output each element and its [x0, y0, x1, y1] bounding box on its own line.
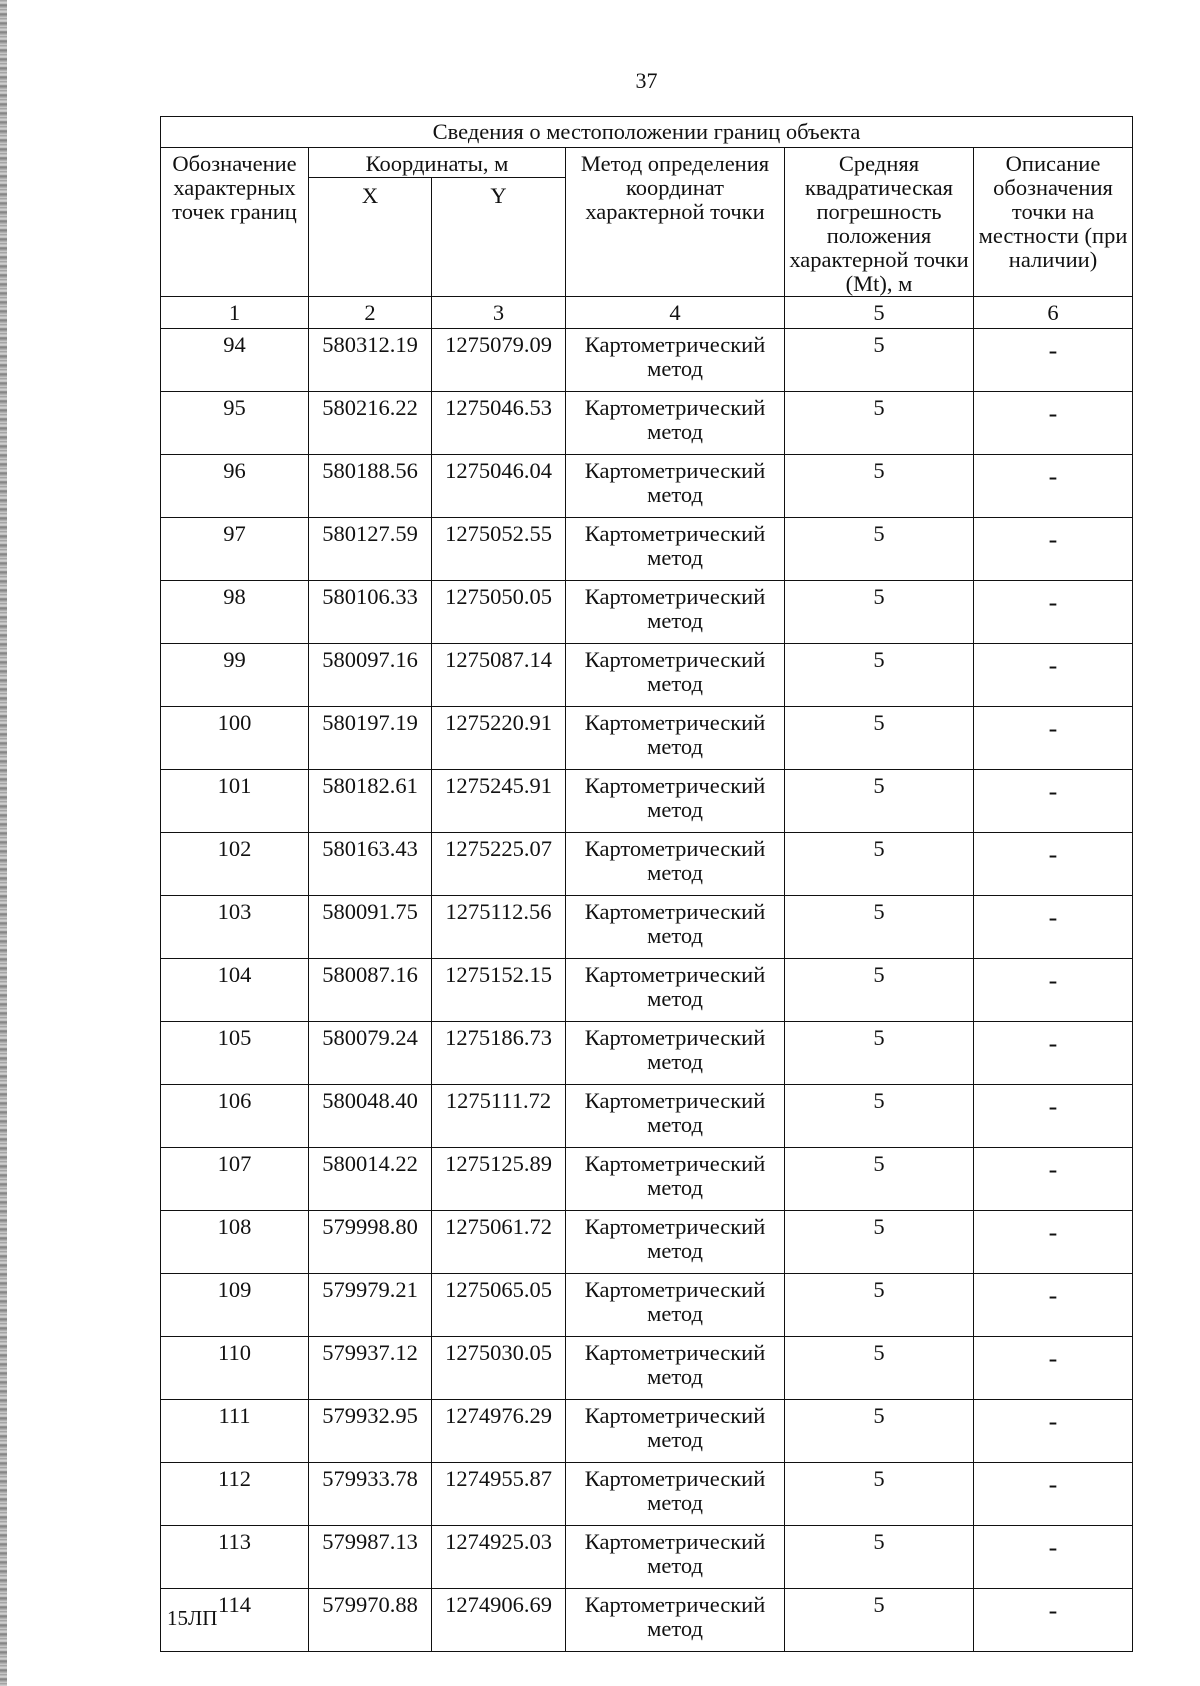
table-row: [161, 1589, 1133, 1652]
x-coordinate-cell: 580197.19: [309, 707, 432, 770]
point-cell: 97: [161, 518, 309, 581]
point-cell: 95: [161, 392, 309, 455]
error-cell: 5: [785, 770, 974, 833]
x-coordinate-cell: 579933.78: [309, 1463, 432, 1526]
y-coordinate-cell: 1275186.73: [432, 1022, 566, 1085]
point-cell: 102: [161, 833, 309, 896]
table-body: [161, 329, 1133, 1652]
table-caption: Сведения о местоположении границ объекта: [161, 117, 1133, 148]
point-cell: 112: [161, 1463, 309, 1526]
error-cell: 5: [785, 644, 974, 707]
description-cell: -: [974, 1274, 1133, 1337]
header-y: Y: [432, 178, 566, 297]
y-coordinate-cell: 1275125.89: [432, 1148, 566, 1211]
method-cell: Картометрический метод: [566, 644, 785, 707]
table-row: [161, 707, 1133, 770]
y-coordinate-cell: 1275065.05: [432, 1274, 566, 1337]
y-coordinate-cell: 1275046.53: [432, 392, 566, 455]
method-cell: Картометрический метод: [566, 1274, 785, 1337]
method-cell: Картометрический метод: [566, 707, 785, 770]
error-cell: 5: [785, 1274, 974, 1337]
error-cell: 5: [785, 581, 974, 644]
method-cell: Картометрический метод: [566, 329, 785, 392]
boundary-coordinates-table: [160, 116, 1133, 1652]
x-coordinate-cell: 579998.80: [309, 1211, 432, 1274]
error-cell: 5: [785, 833, 974, 896]
table-row: [161, 392, 1133, 455]
y-coordinate-cell: 1275111.72: [432, 1085, 566, 1148]
x-coordinate-cell: 580106.33: [309, 581, 432, 644]
description-cell: -: [974, 1463, 1133, 1526]
method-cell: Картометрический метод: [566, 455, 785, 518]
table-row: [161, 1148, 1133, 1211]
y-coordinate-cell: 1275225.07: [432, 833, 566, 896]
method-cell: Картометрический метод: [566, 392, 785, 455]
point-cell: 109: [161, 1274, 309, 1337]
method-cell: Картометрический метод: [566, 1085, 785, 1148]
error-cell: 5: [785, 1526, 974, 1589]
description-cell: -: [974, 644, 1133, 707]
method-cell: Картометрический метод: [566, 896, 785, 959]
point-cell: 114: [161, 1589, 309, 1652]
description-cell: -: [974, 1589, 1133, 1652]
footer-code: 15ЛП: [167, 1606, 218, 1630]
y-coordinate-cell: 1275030.05: [432, 1337, 566, 1400]
error-cell: 5: [785, 1463, 974, 1526]
method-cell: Картометрический метод: [566, 1589, 785, 1652]
table-row: [161, 455, 1133, 518]
error-cell: 5: [785, 1400, 974, 1463]
header-error: Средняя квадратическая погрешность положения характерной точки (Mt), м: [785, 148, 974, 297]
table-row: [161, 959, 1133, 1022]
x-coordinate-cell: 580163.43: [309, 833, 432, 896]
description-cell: -: [974, 833, 1133, 896]
description-cell: -: [974, 581, 1133, 644]
description-cell: -: [974, 455, 1133, 518]
y-coordinate-cell: 1275220.91: [432, 707, 566, 770]
error-cell: 5: [785, 1337, 974, 1400]
description-cell: -: [974, 707, 1133, 770]
error-cell: 5: [785, 896, 974, 959]
column-number: 1: [161, 297, 309, 329]
table-row: [161, 1337, 1133, 1400]
x-coordinate-cell: 579979.21: [309, 1274, 432, 1337]
x-coordinate-cell: 580048.40: [309, 1085, 432, 1148]
description-cell: -: [974, 518, 1133, 581]
y-coordinate-cell: 1275046.04: [432, 455, 566, 518]
point-cell: 107: [161, 1148, 309, 1211]
column-number: 4: [566, 297, 785, 329]
table-row: [161, 1022, 1133, 1085]
header-coordinates: Координаты, м: [309, 148, 566, 178]
x-coordinate-cell: 580188.56: [309, 455, 432, 518]
error-cell: 5: [785, 1589, 974, 1652]
method-cell: Картометрический метод: [566, 1148, 785, 1211]
error-cell: 5: [785, 392, 974, 455]
point-cell: 101: [161, 770, 309, 833]
method-cell: Картометрический метод: [566, 581, 785, 644]
error-cell: 5: [785, 329, 974, 392]
description-cell: -: [974, 1148, 1133, 1211]
table-row: [161, 1211, 1133, 1274]
method-cell: Картометрический метод: [566, 518, 785, 581]
y-coordinate-cell: 1274976.29: [432, 1400, 566, 1463]
column-number: 3: [432, 297, 566, 329]
description-cell: -: [974, 329, 1133, 392]
error-cell: 5: [785, 707, 974, 770]
description-cell: -: [974, 1400, 1133, 1463]
table-row: [161, 518, 1133, 581]
method-cell: Картометрический метод: [566, 1463, 785, 1526]
table-row: [161, 1274, 1133, 1337]
header-point-designation: Обозначение характерных точек границ: [161, 148, 309, 297]
description-cell: -: [974, 392, 1133, 455]
x-coordinate-cell: 580127.59: [309, 518, 432, 581]
table-row: [161, 644, 1133, 707]
point-cell: 108: [161, 1211, 309, 1274]
x-coordinate-cell: 580079.24: [309, 1022, 432, 1085]
point-cell: 111: [161, 1400, 309, 1463]
y-coordinate-cell: 1274925.03: [432, 1526, 566, 1589]
x-coordinate-cell: 579987.13: [309, 1526, 432, 1589]
table-row: [161, 770, 1133, 833]
method-cell: Картометрический метод: [566, 1022, 785, 1085]
point-cell: 105: [161, 1022, 309, 1085]
table-row: [161, 1526, 1133, 1589]
error-cell: 5: [785, 1148, 974, 1211]
x-coordinate-cell: 580312.19: [309, 329, 432, 392]
x-coordinate-cell: 580014.22: [309, 1148, 432, 1211]
y-coordinate-cell: 1275112.56: [432, 896, 566, 959]
header-x: X: [309, 178, 432, 297]
point-cell: 98: [161, 581, 309, 644]
table-row: [161, 1400, 1133, 1463]
description-cell: -: [974, 896, 1133, 959]
error-cell: 5: [785, 1211, 974, 1274]
y-coordinate-cell: 1275087.14: [432, 644, 566, 707]
error-cell: 5: [785, 518, 974, 581]
page-number: 37: [635, 68, 658, 93]
y-coordinate-cell: 1275052.55: [432, 518, 566, 581]
y-coordinate-cell: 1275050.05: [432, 581, 566, 644]
error-cell: 5: [785, 1085, 974, 1148]
error-cell: 5: [785, 959, 974, 1022]
point-cell: 96: [161, 455, 309, 518]
point-cell: 99: [161, 644, 309, 707]
method-cell: Картометрический метод: [566, 1211, 785, 1274]
column-number: 2: [309, 297, 432, 329]
method-cell: Картометрический метод: [566, 1337, 785, 1400]
method-cell: Картометрический метод: [566, 833, 785, 896]
column-number: 6: [974, 297, 1133, 329]
y-coordinate-cell: 1275061.72: [432, 1211, 566, 1274]
method-cell: Картометрический метод: [566, 1400, 785, 1463]
point-cell: 110: [161, 1337, 309, 1400]
point-cell: 106: [161, 1085, 309, 1148]
y-coordinate-cell: 1275245.91: [432, 770, 566, 833]
header-description: Описание обозначения точки на местности (при наличии): [974, 148, 1133, 297]
table-row: [161, 1085, 1133, 1148]
description-cell: -: [974, 1526, 1133, 1589]
x-coordinate-cell: 580087.16: [309, 959, 432, 1022]
y-coordinate-cell: 1274955.87: [432, 1463, 566, 1526]
scan-edge: [0, 0, 7, 1686]
column-number: 5: [785, 297, 974, 329]
x-coordinate-cell: 580097.16: [309, 644, 432, 707]
x-coordinate-cell: 580216.22: [309, 392, 432, 455]
y-coordinate-cell: 1275152.15: [432, 959, 566, 1022]
description-cell: -: [974, 1022, 1133, 1085]
table-row: [161, 1463, 1133, 1526]
table-row: [161, 833, 1133, 896]
method-cell: Картометрический метод: [566, 1526, 785, 1589]
table-row: [161, 581, 1133, 644]
point-cell: 100: [161, 707, 309, 770]
x-coordinate-cell: 579970.88: [309, 1589, 432, 1652]
x-coordinate-cell: 579932.95: [309, 1400, 432, 1463]
description-cell: -: [974, 1337, 1133, 1400]
x-coordinate-cell: 579937.12: [309, 1337, 432, 1400]
point-cell: 113: [161, 1526, 309, 1589]
description-cell: -: [974, 770, 1133, 833]
header-method: Метод определения координат характерной точки: [566, 148, 785, 297]
x-coordinate-cell: 580091.75: [309, 896, 432, 959]
point-cell: 94: [161, 329, 309, 392]
point-cell: 104: [161, 959, 309, 1022]
y-coordinate-cell: 1275079.09: [432, 329, 566, 392]
method-cell: Картометрический метод: [566, 959, 785, 1022]
error-cell: 5: [785, 455, 974, 518]
y-coordinate-cell: 1274906.69: [432, 1589, 566, 1652]
x-coordinate-cell: 580182.61: [309, 770, 432, 833]
point-cell: 103: [161, 896, 309, 959]
method-cell: Картометрический метод: [566, 770, 785, 833]
description-cell: -: [974, 959, 1133, 1022]
description-cell: -: [974, 1211, 1133, 1274]
error-cell: 5: [785, 1022, 974, 1085]
table-row: [161, 329, 1133, 392]
table-row: [161, 896, 1133, 959]
description-cell: -: [974, 1085, 1133, 1148]
